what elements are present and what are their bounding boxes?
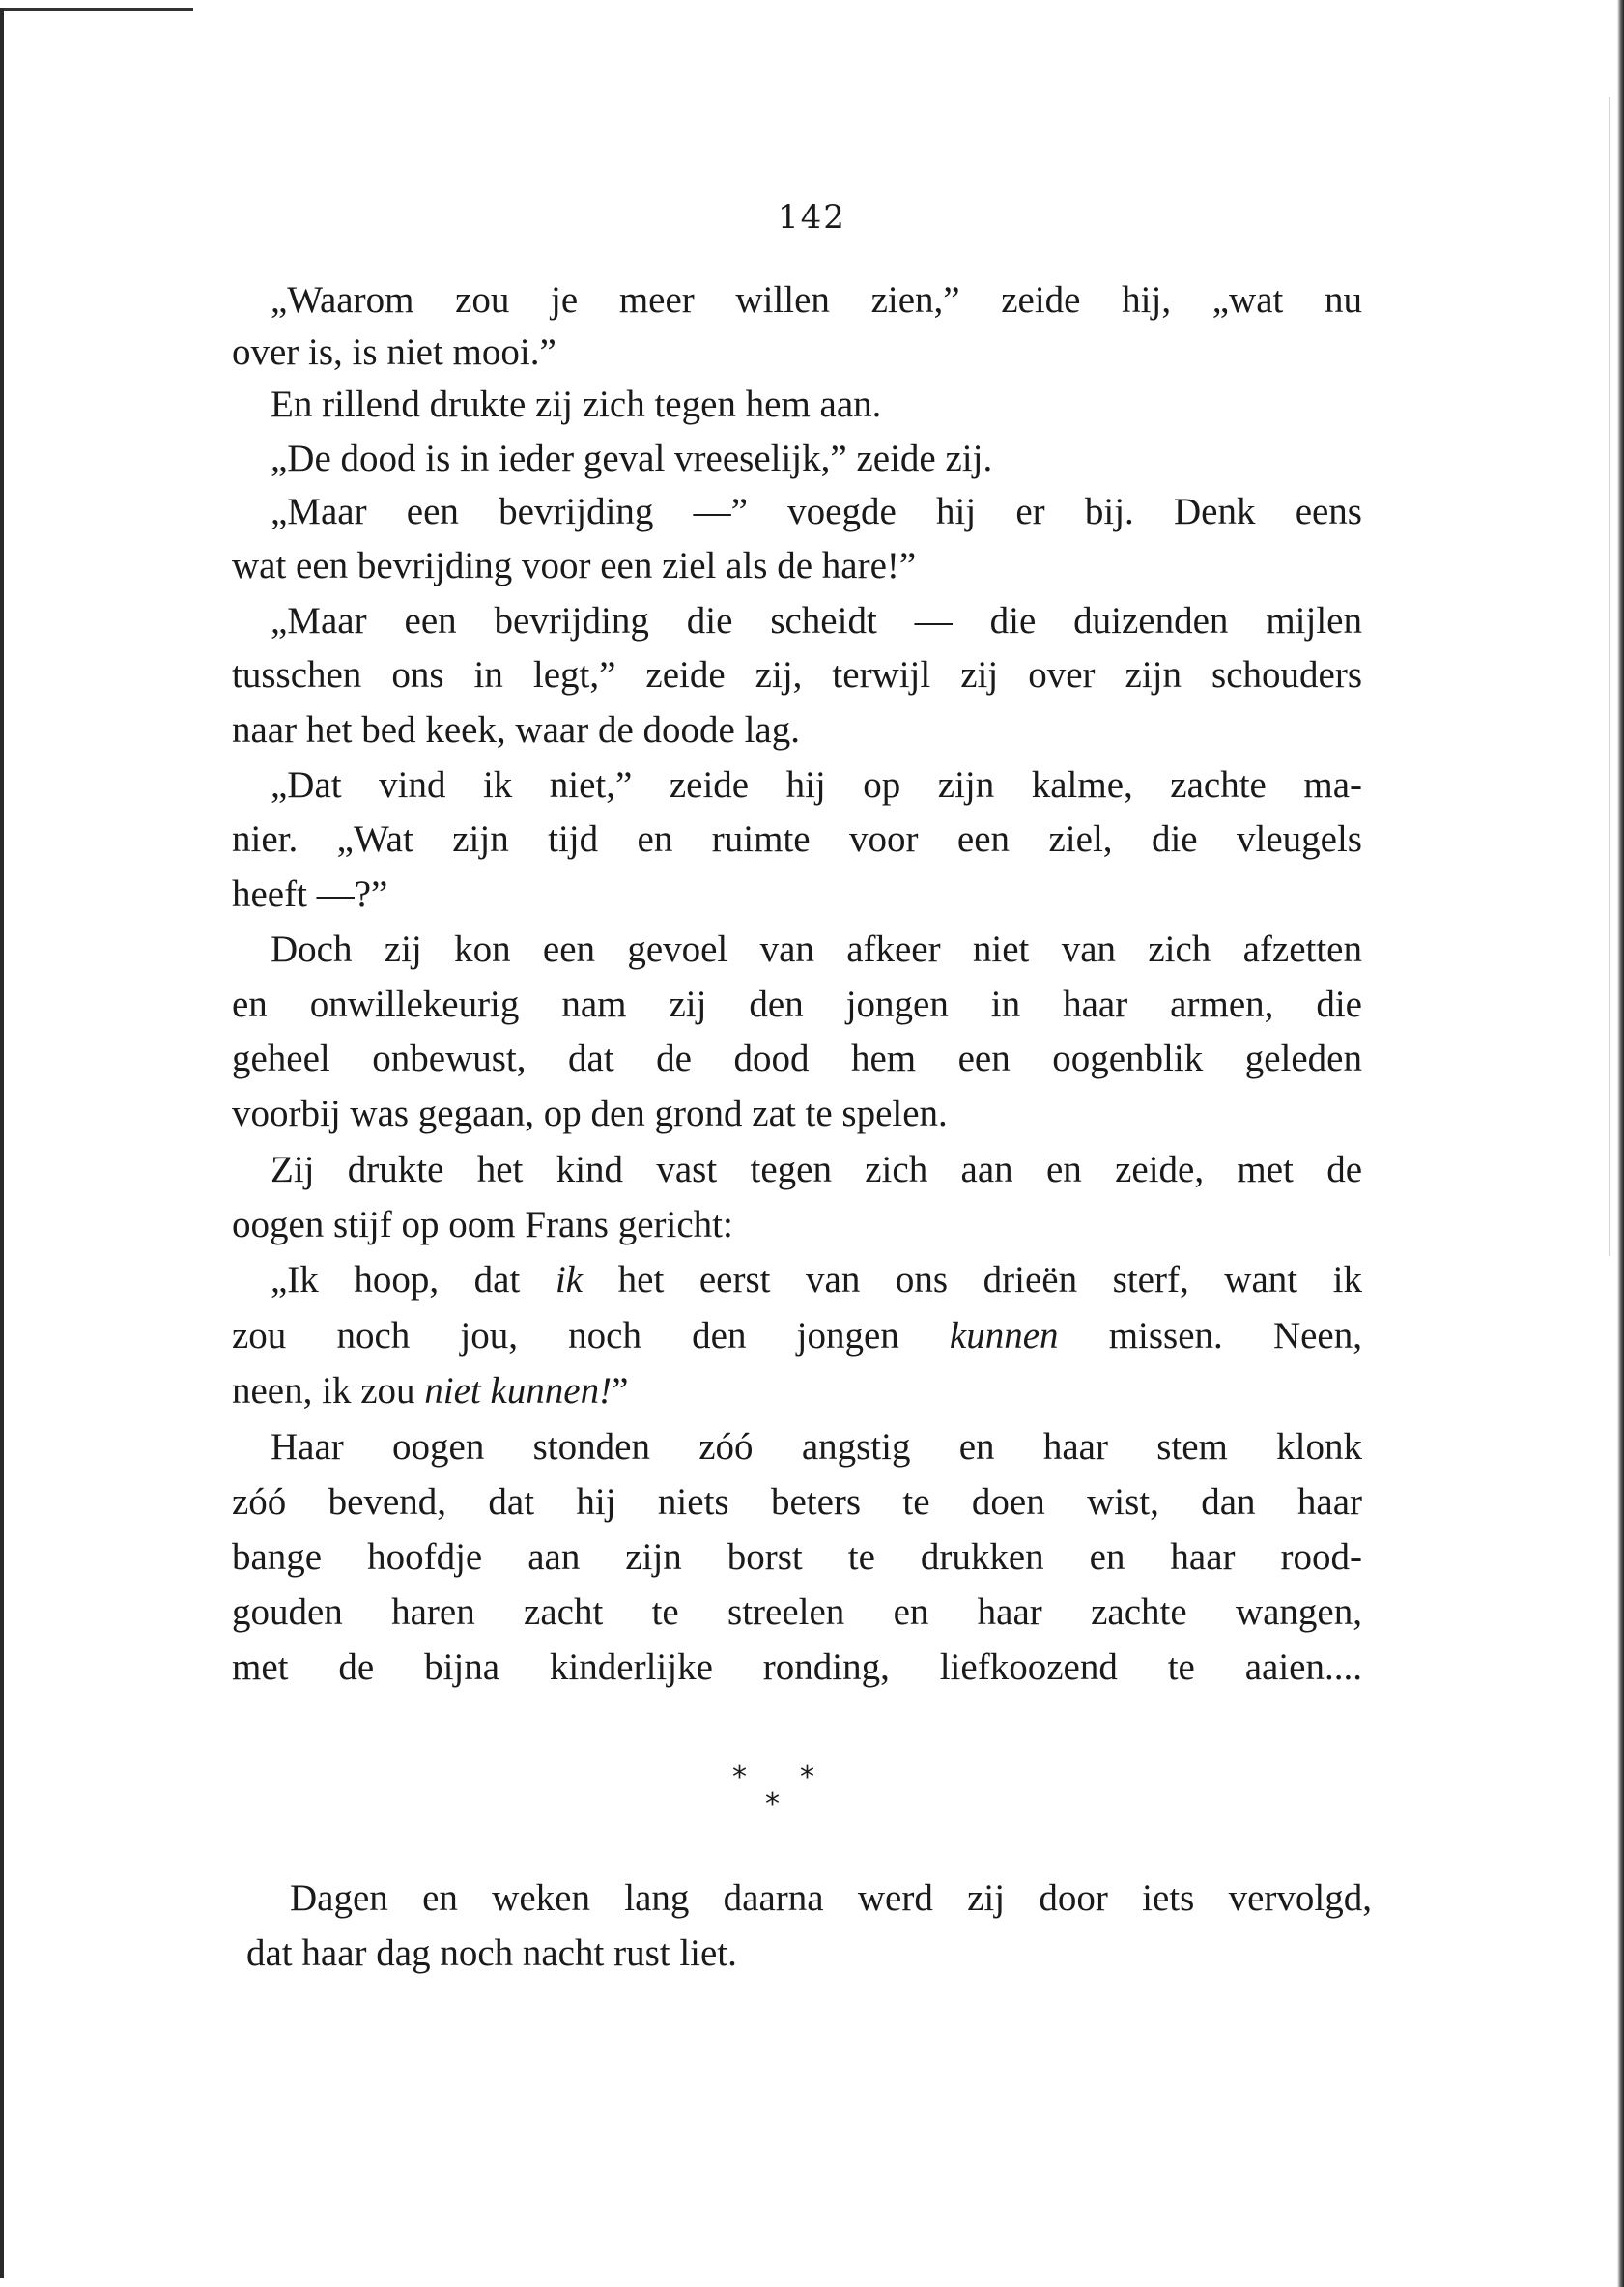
asterisk: * — [732, 1760, 747, 1794]
asterisk: * — [800, 1760, 814, 1794]
section-separator — [725, 1760, 879, 1828]
text-segment: zou noch jou, noch den jongen — [232, 1315, 950, 1357]
text-segment: „Ik hoop, dat — [271, 1259, 556, 1301]
scan-edge-right-shadow — [1609, 97, 1610, 1256]
text-line: nier. „Wat zijn tijd en ruimte voor een ziel, die vleugels — [232, 818, 1362, 860]
text-line — [232, 1314, 1362, 1358]
text-line — [271, 1258, 1362, 1302]
text-line: „De dood is in ieder geval vreeselijk,” zeide zij. — [271, 438, 993, 479]
text-line: tusschen ons in legt,” zeide zij, terwijl zij over zijn schouders — [232, 654, 1362, 696]
text-line: Zij drukte het kind vast tegen zich aan en zeide, met de — [271, 1149, 1362, 1190]
scan-edge-top — [0, 8, 193, 11]
text-line: Haar oogen stonden zóó angstig en haar stem klonk — [271, 1426, 1362, 1468]
text-line: heeft —?” — [232, 873, 388, 915]
text-segment: neen, ik zou — [232, 1370, 425, 1412]
text-line: over is, is niet mooi.” — [232, 331, 556, 373]
text-line: „Dat vind ik niet,” zeide hij op zijn kalme, zachte ma- — [271, 764, 1362, 806]
text-line: met de bijna kinderlijke ronding, liefkoozend te aaien.... — [232, 1646, 1362, 1688]
text-line: „Maar een bevrijding die scheidt — die duizenden mijlen — [271, 600, 1362, 642]
text-line: naar het bed keek, waar de doode lag. — [232, 709, 800, 751]
text-line: Doch zij kon een gevoel van afkeer niet van zich afzetten — [271, 929, 1362, 970]
text-line: bange hoofdje aan zijn borst te drukken en haar rood- — [232, 1536, 1362, 1578]
emphasis: kunnen — [949, 1315, 1059, 1357]
text-line: oogen stijf op oom Frans gericht: — [232, 1204, 733, 1245]
text-line — [232, 1369, 1362, 1414]
text-line: „Waarom zou je meer willen zien,” zeide hij, „wat nu — [271, 279, 1362, 321]
text-line: geheel onbewust, dat de dood hem een oogenblik geleden — [232, 1038, 1362, 1079]
text-line: Dagen en weken lang daarna werd zij door iets vervolgd, — [290, 1877, 1372, 1919]
text-line: „Maar een bevrijding —” voegde hij er bij. Denk eens — [271, 491, 1362, 532]
text-line: dat haar dag noch nacht rust liet. — [246, 1932, 737, 1974]
text-segment: missen. Neen, — [1058, 1315, 1362, 1357]
text-line: wat een bevrijding voor een ziel als de hare!” — [232, 545, 917, 586]
scan-edge-left — [0, 8, 4, 2278]
text-line: zóó bevend, dat hij niets beters te doen wist, dan haar — [232, 1481, 1362, 1523]
emphasis: ik — [555, 1259, 584, 1301]
text-line: en onwillekeurig nam zij den jongen in haar armen, die — [232, 984, 1362, 1025]
asterisk: * — [765, 1787, 780, 1821]
emphasis: niet kunnen! — [424, 1370, 613, 1412]
text-segment: ” — [612, 1370, 629, 1412]
text-line: gouden haren zacht te streelen en haar zachte wangen, — [232, 1591, 1362, 1633]
text-line: En rillend drukte zij zich tegen hem aan. — [271, 384, 882, 425]
text-line: voorbij was gegaan, op den grond zat te spelen. — [232, 1093, 948, 1134]
page-number: 142 — [778, 198, 846, 237]
scan-edge-right — [1617, 0, 1624, 2287]
text-segment: het eerst van ons drieën sterf, want ik — [583, 1259, 1362, 1301]
